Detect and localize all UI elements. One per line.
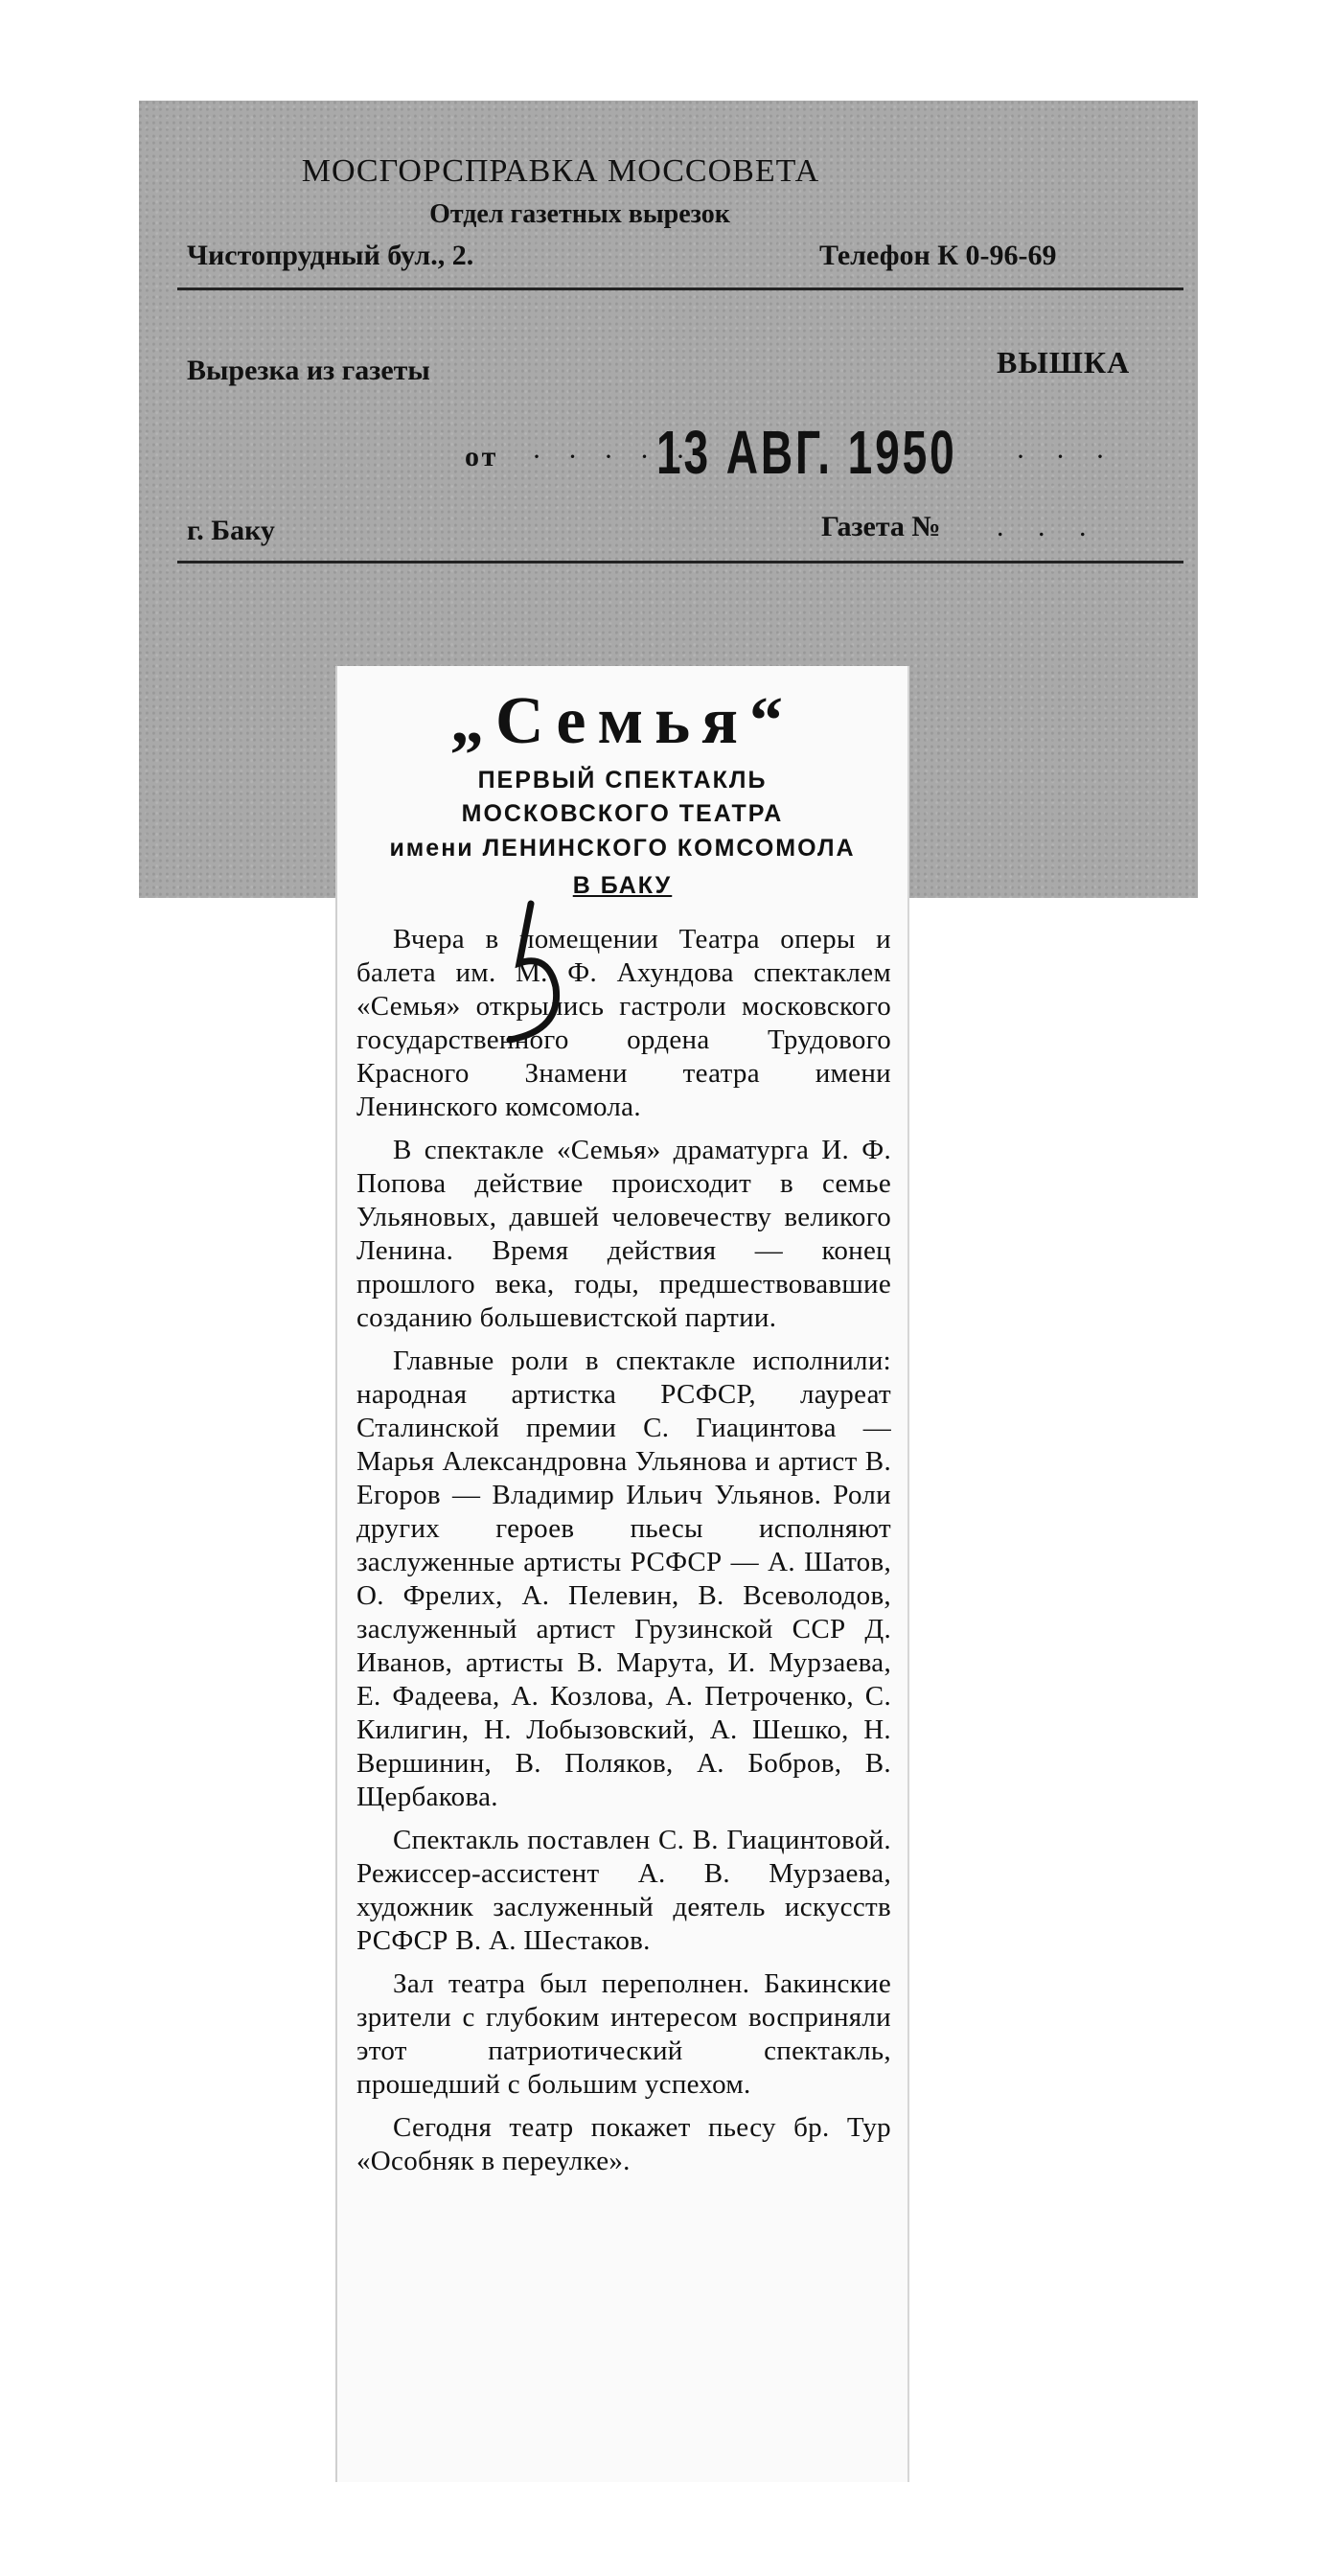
article-body bbox=[356, 923, 891, 2188]
newspaper-name: ВЫШКА bbox=[997, 345, 1131, 380]
subtitle-line-2: МОСКОВСКОГО ТЕАТРА bbox=[461, 800, 784, 827]
date-dots: · · · bbox=[1016, 441, 1116, 472]
paragraph-3: Главные роли в спектакле исполнили: народная артистка РСФСР, лауреат Сталинской премии С. Гиацинтова — Марья Александровна Ульянова и артист В. Егоров — Владимир Ильич Ульянов. Роли других героев пьесы исполняют заслуженные артисты РСФСР — А. Шатов, О. Фрелих, А. Пелевин, В. Всеволодов, заслуженный артист Грузинской ССР Д. Иванов, артисты В. Марута, И. Мурзаева, Е. Фадеева, А. Козлова, А. Петроченко, С. Килигин, Н. Лобызовский, А. Шешко, Н. Вершинин, В. Поляков, А. Бобров, В. Щербакова. bbox=[356, 1346, 891, 1812]
paragraph-2: В спектакле «Семья» драматурга И. Ф. Попова действие происходит в семье Ульяновых, давшей человечеству великого Ленина. Время действия — конец прошлого века, годы, предшествовавшие созданию большевистской партии. bbox=[356, 1135, 891, 1333]
date-stamp: 13 АВГ. 1950 bbox=[656, 418, 957, 487]
paragraph-5: Зал театра был переполнен. Бакинские зрители с глубоким интересом восприняли этот патриотический спектакль, прошедший с большим успехом. bbox=[356, 1968, 891, 2100]
address: Чистопрудный бул., 2. bbox=[187, 240, 474, 271]
from-label: от bbox=[465, 441, 499, 472]
subtitle-line-1: ПЕРВЫЙ СПЕКТАКЛЬ bbox=[477, 767, 768, 794]
article-title: „Семья“ bbox=[449, 684, 795, 758]
city: г. Баку bbox=[187, 515, 275, 546]
paragraph-4: Спектакль поставлен С. В. Гиацинтовой. Режиссер-ассистент А. В. Мурзаева, художник заслуженный деятель искусств РСФСР В. А. Шестаков. bbox=[356, 1825, 891, 1956]
phone: Телефон К 0-96-69 bbox=[819, 240, 1057, 271]
from-dots: · · · · · bbox=[532, 441, 695, 472]
clip-label: Вырезка из газеты bbox=[187, 355, 430, 386]
department-title: Отдел газетных вырезок bbox=[429, 199, 730, 229]
handwritten-mark bbox=[481, 896, 577, 1088]
org-title: МОСГОРСПРАВКА МОССОВЕТА bbox=[301, 153, 820, 189]
issue-label: Газета № bbox=[821, 511, 941, 542]
form-rule-top bbox=[177, 288, 1183, 290]
paragraph-6: Сегодня театр покажет пьесу бр. Тур «Особняк в переулке». bbox=[356, 2112, 891, 2176]
paragraph-1: Вчера в помещении Театра оперы и балета им. М. Ф. Ахундова спектаклем «Семья» открылись гастроли московского государственного ордена Трудового Красного Знамени театра имени Ленинского комсомола. bbox=[356, 924, 891, 1122]
form-rule-bottom bbox=[177, 561, 1183, 564]
newspaper-clipping bbox=[335, 666, 909, 2482]
issue-dots: . . . bbox=[997, 511, 1100, 542]
subtitle-line-3: имени ЛЕНИНСКОГО КОМСОМОЛА bbox=[389, 835, 856, 862]
subtitle-line-4: В БАКУ bbox=[572, 872, 673, 899]
